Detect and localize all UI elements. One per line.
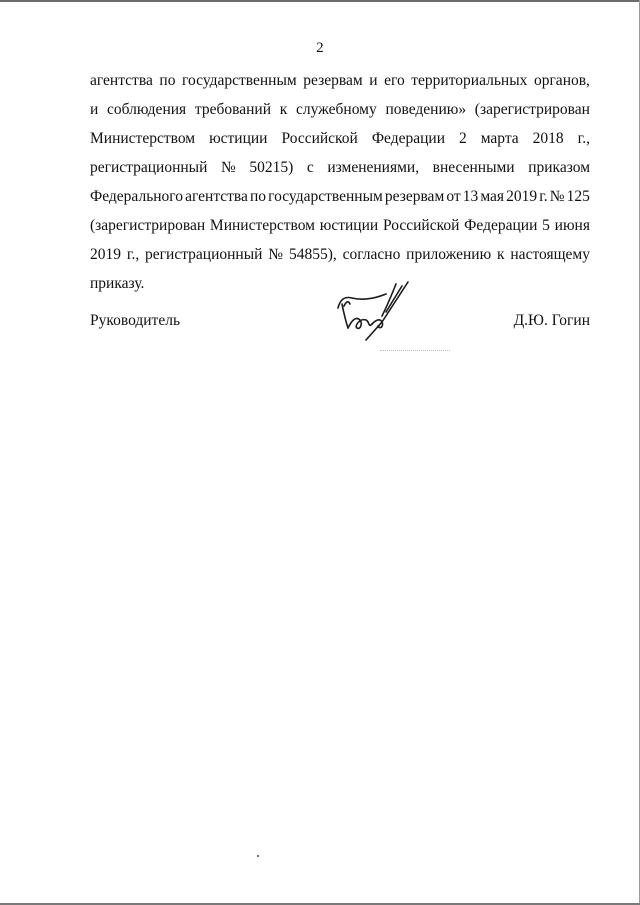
scan-edge-top: [0, 0, 640, 2]
handwritten-signature: [330, 276, 420, 346]
body-line: агентства по государственным резервам и его территориальных органов,: [90, 72, 590, 89]
body-line: Федерального агентства по государственным резервам от 13 мая 2019 г. № 125: [90, 188, 590, 205]
signer-position: Руководитель: [90, 312, 181, 329]
body-line: приказу.: [90, 275, 145, 292]
dotted-rule: [380, 350, 450, 351]
body-line: (зарегистрирован Министерством юстиции Российской Федерации 5 июня: [90, 217, 590, 234]
signer-name: Д.Ю. Гогин: [513, 312, 590, 329]
body-line: и соблюдения требований к служебному поведению» (зарегистрирован: [90, 101, 590, 118]
page-number: 2: [316, 40, 324, 56]
body-line: регистрационный № 50215) с изменениями, внесенными приказом: [90, 159, 590, 176]
scan-speck: [257, 855, 259, 857]
body-line: Министерством юстиции Российской Федерации 2 марта 2018 г.,: [90, 130, 590, 147]
body-line: 2019 г., регистрационный № 54855), согласно приложению к настоящему: [90, 246, 590, 263]
body-paragraph: [90, 66, 590, 298]
